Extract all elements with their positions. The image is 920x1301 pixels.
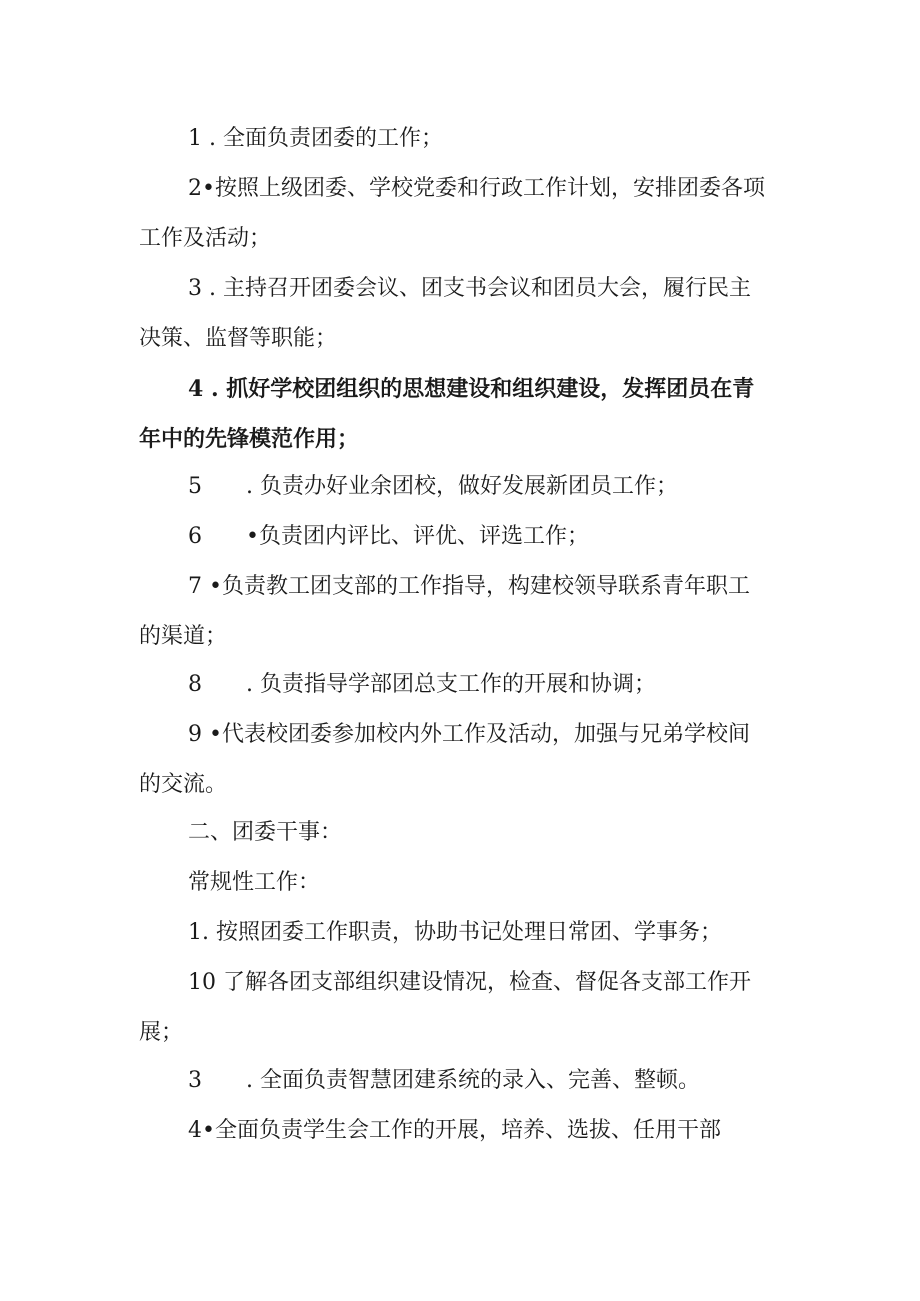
paragraph-line: 8 . 负责指导学部团总支工作的开展和协调；: [188, 672, 656, 697]
subsection-heading: 常规性工作：: [188, 870, 321, 895]
paragraph-line: 7 •负责教工团支部的工作指导，构建校领导联系青年职工: [188, 574, 750, 599]
paragraph-line: 决策、监督等职能；: [139, 326, 338, 351]
paragraph-line: 工作及活动；: [139, 226, 272, 251]
paragraph-line: 4•全面负责学生会工作的开展，培养、选拔、任用干部: [188, 1118, 721, 1143]
paragraph-line: 5 . 负责办好业余团校，做好发展新团员工作；: [188, 474, 678, 499]
paragraph-line: 1 . 全面负责团委的工作；: [188, 126, 443, 151]
paragraph-line: 6 •负责团内评比、评优、评选工作；: [188, 524, 589, 549]
paragraph-line: 3 . 主持召开团委会议、团支书会议和团员大会，履行民主: [188, 276, 751, 301]
paragraph-line: 10 了解各团支部组织建设情况，检查、督促各支部工作开: [188, 970, 751, 995]
paragraph-line: 展；: [139, 1020, 184, 1045]
section-heading: 二、团委干事：: [188, 820, 343, 845]
paragraph-line: 1. 按照团委工作职责，协助书记处理日常团、学事务；: [188, 920, 722, 945]
paragraph-line: 4 . 抓好学校团组织的思想建设和组织建设，发挥团员在青: [188, 376, 755, 402]
paragraph-line: 的渠道；: [139, 624, 228, 649]
paragraph-line: 2•按照上级团委、学校党委和行政工作计划，安排团委各项: [188, 176, 765, 201]
paragraph-line: 9 •代表校团委参加校内外工作及活动，加强与兄弟学校间: [188, 722, 750, 747]
paragraph-line: 的交流。: [139, 772, 228, 797]
paragraph-line: 年中的先锋模范作用；: [139, 426, 360, 452]
paragraph-line: 3 . 全面负责智慧团建系统的录入、完善、整顿。: [188, 1068, 700, 1093]
